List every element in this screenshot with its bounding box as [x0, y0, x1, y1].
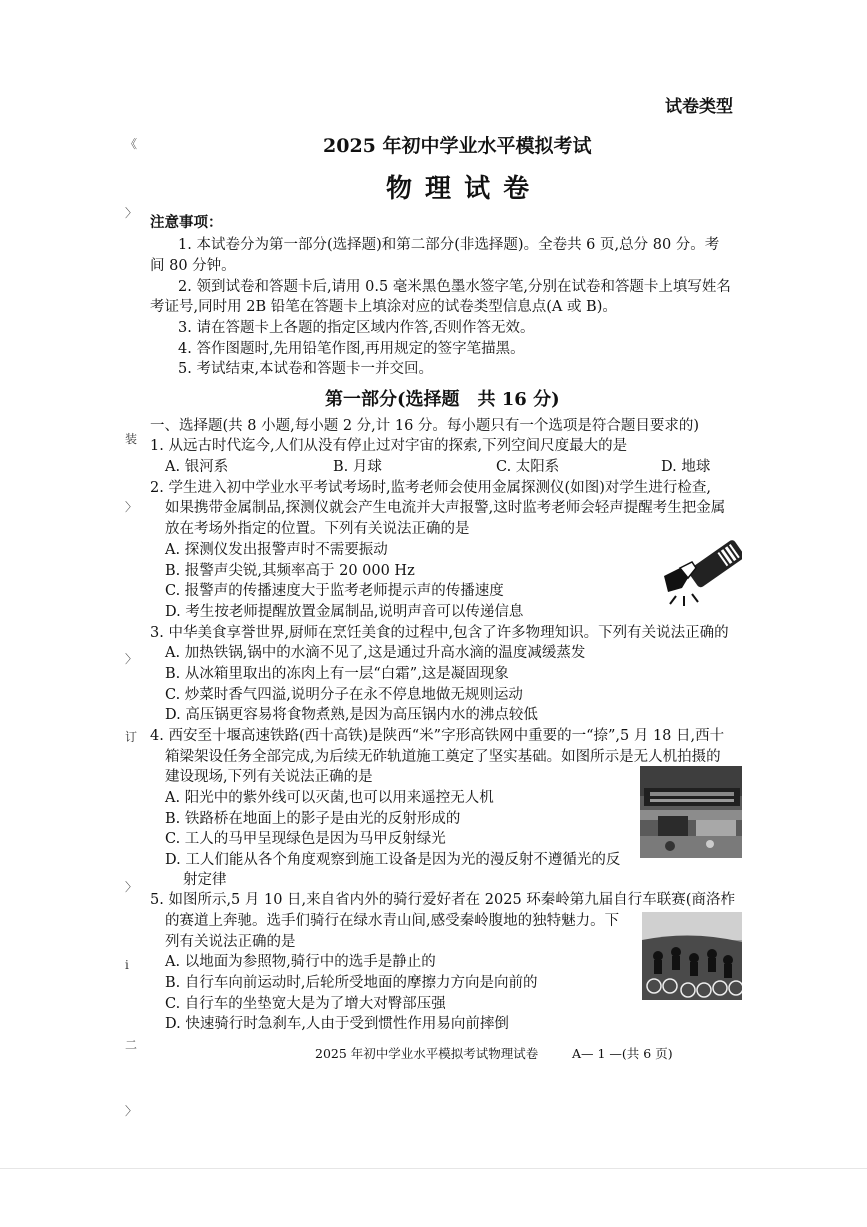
- margin-mark: 〉: [125, 206, 138, 220]
- footer-title: 2025 年初中学业水平模拟考试物理试卷: [315, 1046, 539, 1061]
- exam-title: 2025 年初中学业水平模拟考试: [323, 135, 592, 157]
- question-5-stem: 的赛道上奔驰。选手们骑行在绿水青山间,感受秦岭腹地的独特魅力。下: [165, 913, 620, 929]
- option-c: C. 太阳系: [496, 459, 560, 475]
- option-d-continued: 射定律: [183, 872, 227, 888]
- option-a: A. 加热铁锅,锅中的水滴不见了,这是通过升高水滴的温度减缓蒸发: [165, 645, 586, 661]
- notice-item: 间 80 分钟。: [150, 258, 236, 274]
- page-number: A— 1 —(共 6 页): [572, 1046, 673, 1061]
- question-5-stem: 列有关说法正确的是: [165, 934, 296, 950]
- railway-construction-photo: [640, 766, 742, 858]
- option-a: A. 探测仪发出报警声时不需要振动: [165, 542, 388, 558]
- margin-mark: 〉: [125, 652, 138, 666]
- margin-mark: 二: [125, 1038, 138, 1052]
- page-edge: [0, 1168, 867, 1169]
- option-c: C. 炒菜时香气四溢,说明分子在永不停息地做无规则运动: [165, 687, 523, 703]
- question-5-stem: 5. 如图所示,5 月 10 日,来自省内外的骑行爱好者在 2025 环秦岭第九届自行车联赛(商洛柞: [150, 892, 735, 908]
- notice-item: 4. 答作图题时,先用铅笔作图,再用规定的签字笔描黑。: [178, 341, 525, 357]
- question-2-stem: 如果携带金属制品,探测仪就会产生电流并大声报警,这时监考老师会轻声提醒考生把金属: [165, 500, 726, 516]
- option-d: D. 高压锅更容易将食物煮熟,是因为高压锅内水的沸点较低: [165, 707, 538, 723]
- option-d: D. 快速骑行时急刹车,人由于受到惯性作用易向前摔倒: [165, 1016, 509, 1032]
- margin-mark: i: [125, 958, 129, 972]
- option-b: B. 报警声尖锐,其频率高于 20 000 Hz: [165, 563, 415, 579]
- margin-mark: 〉: [125, 1104, 138, 1118]
- part1-heading: 第一部分(选择题 共 16 分): [325, 389, 560, 410]
- question-4-stem: 4. 西安至十堰高速铁路(西十高铁)是陕西“米”字形高铁网中重要的一“捺”,5 月 18 日,西十: [150, 728, 725, 744]
- question-4-stem: 建设现场,下列有关说法正确的是: [165, 769, 373, 785]
- margin-mark: 装: [125, 432, 138, 446]
- margin-mark: 〉: [125, 880, 138, 894]
- question-2-stem: 2. 学生进入初中学业水平考试考场时,监考老师会使用金属探测仪(如图)对学生进行检查,: [150, 480, 711, 496]
- notice-item: 2. 领到试卷和答题卡后,请用 0.5 毫米黑色墨水签字笔,分别在试卷和答题卡上填写姓名: [178, 279, 731, 295]
- exam-type-label: 试卷类型: [665, 97, 733, 117]
- notice-item: 考证号,同时用 2B 铅笔在答题卡上填涂对应的试卷类型信息点(A 或 B)。: [150, 299, 617, 315]
- option-b: B. 铁路桥在地面上的影子是由光的反射形成的: [165, 811, 461, 827]
- section-instructions: 一、选择题(共 8 小题,每小题 2 分,计 16 分。每小题只有一个选项是符合题目要求的): [150, 418, 700, 434]
- notice-item: 1. 本试卷分为第一部分(选择题)和第二部分(非选择题)。全卷共 6 页,总分 80 分。考: [178, 237, 720, 253]
- option-c: C. 自行车的坐垫宽大是为了增大对臀部压强: [165, 996, 446, 1012]
- option-d: D. 考生按老师提醒放置金属制品,说明声音可以传递信息: [165, 604, 524, 620]
- notice-item: 3. 请在答题卡上各题的指定区域内作答,否则作答无效。: [178, 320, 535, 336]
- option-b: B. 月球: [333, 459, 382, 475]
- option-a: A. 阳光中的紫外线可以灭菌,也可以用来遥控无人机: [165, 790, 494, 806]
- option-c: C. 报警声的传播速度大于监考老师提示声的传播速度: [165, 583, 504, 599]
- option-d: D. 工人们能从各个角度观察到施工设备是因为光的漫反射不遵循光的反: [165, 852, 621, 868]
- margin-mark: 〉: [125, 500, 138, 514]
- notice-item: 5. 考试结束,本试卷和答题卡一并交回。: [178, 361, 434, 377]
- margin-mark: 《: [125, 137, 138, 151]
- question-4-stem: 箱梁架设任务全部完成,为后续无砟轨道施工奠定了坚实基础。如图所示是无人机拍摄的: [165, 749, 721, 765]
- subject-title: 物 理 试 卷: [386, 174, 532, 204]
- cycling-race-photo: [642, 912, 742, 1000]
- option-d: D. 地球: [661, 459, 711, 475]
- notice-heading: 注意事项：: [150, 214, 223, 231]
- question-2-stem: 放在考场外指定的位置。下列有关说法正确的是: [165, 521, 470, 537]
- question-3-stem: 3. 中华美食享誉世界,厨师在烹饪美食的过程中,包含了许多物理知识。下列有关说法正确的: [150, 625, 729, 641]
- metal-detector-figure: [662, 538, 742, 608]
- option-b: B. 自行车向前运动时,后轮所受地面的摩擦力方向是向前的: [165, 975, 538, 991]
- option-a: A. 银河系: [165, 459, 229, 475]
- question-1-stem: 1. 从远古时代迄今,人们从没有停止过对宇宙的探索,下列空间尺度最大的是: [150, 438, 628, 454]
- option-b: B. 从冰箱里取出的冻肉上有一层“白霜”,这是凝固现象: [165, 666, 509, 682]
- margin-mark: 订: [125, 730, 138, 744]
- option-c: C. 工人的马甲呈现绿色是因为马甲反射绿光: [165, 831, 446, 847]
- option-a: A. 以地面为参照物,骑行中的选手是静止的: [165, 954, 436, 970]
